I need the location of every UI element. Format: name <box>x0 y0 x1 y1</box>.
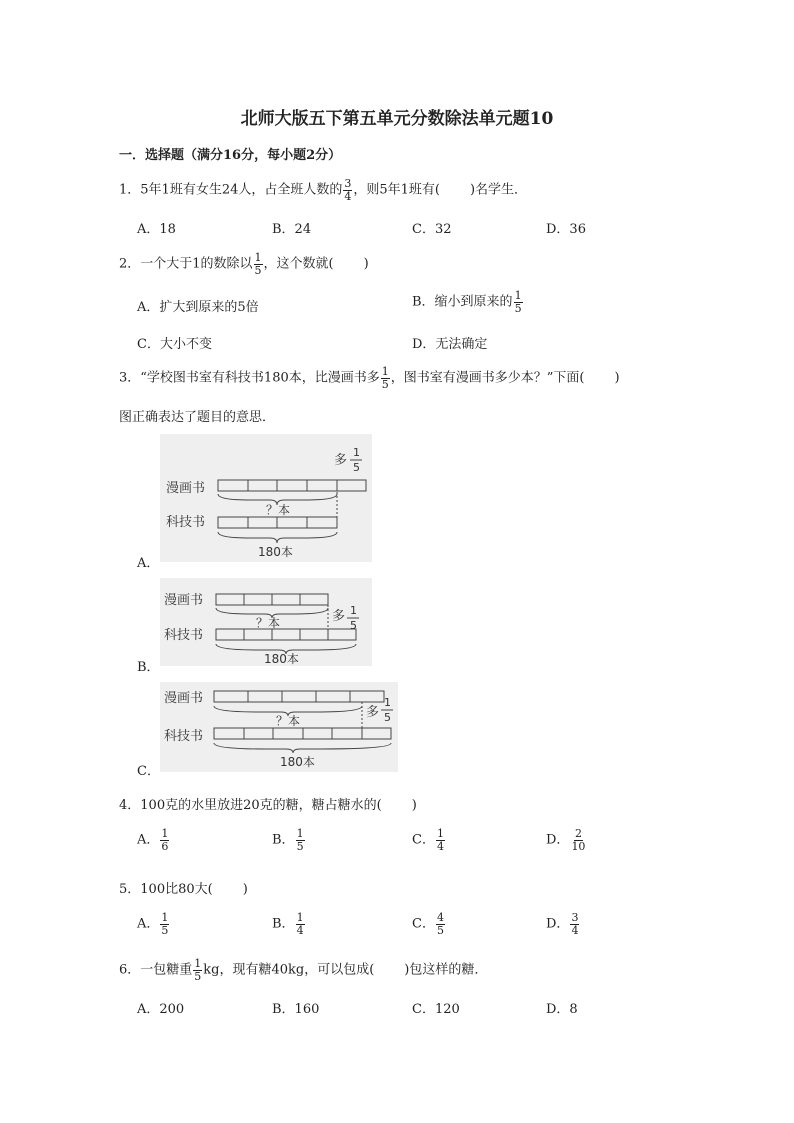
diagram-a-more: 多 <box>334 453 348 468</box>
diagram-b-more: 多 <box>332 609 346 624</box>
diagram-a-total: 180本 <box>258 545 293 559</box>
q3-option-c[interactable]: C． <box>137 764 160 779</box>
q1-option-c[interactable]: C．32 <box>412 222 452 237</box>
diagram-c-total: 180本 <box>280 755 315 769</box>
diagram-b-comic-label: 漫画书 <box>164 593 204 608</box>
q3-diagram-c <box>160 682 398 772</box>
q5-option-b[interactable]: B． $\frac{1}{4}$ <box>272 911 304 937</box>
question-1 <box>119 178 527 202</box>
diagram-b-total: 180本 <box>264 652 299 666</box>
diagram-b-question: ？本 <box>256 616 281 630</box>
question-3 <box>119 366 620 390</box>
q6-option-a[interactable]: A．200 <box>137 1002 185 1017</box>
diagram-c-question: ？本 <box>276 714 301 728</box>
section-heading: 一．选择题（满分16分，每小题2分） <box>119 148 342 163</box>
svg-text:5: 5 <box>353 461 360 474</box>
q3-option-a[interactable]: A． <box>137 556 160 571</box>
q1-option-d[interactable]: D．36 <box>546 222 586 237</box>
svg-text:1: 1 <box>350 604 357 617</box>
q1-fraction: $\frac{3}{4}$ <box>344 177 352 203</box>
q3-diagram-a <box>160 434 372 562</box>
q4-option-b[interactable]: B． $\frac{1}{5}$ <box>272 827 304 853</box>
svg-text:5: 5 <box>350 619 357 632</box>
q6-middle: kg，现有糖40kg，可以包成( <box>203 962 375 978</box>
q4-text: 4．100克的水里放进20克的糖，糖占糖水的( <box>119 798 382 813</box>
q3-line2: 图正确表达了题目的意思． <box>119 410 276 425</box>
question-2 <box>119 252 369 276</box>
q1-prefix: 1．5年1班有女生24人，占全班人数的 <box>119 182 343 198</box>
diagram-c-science-label: 科技书 <box>164 729 204 744</box>
q2-option-b[interactable]: B．缩小到原来的 $\frac{1}{5}$ <box>412 289 522 315</box>
diagram-c-more: 多 <box>366 705 380 720</box>
q4-suffix: ) <box>411 798 417 813</box>
q5-text: 5．100比80大( <box>119 882 213 897</box>
q1-suffix: )名学生． <box>469 182 528 198</box>
diagram-a-comic-label: 漫画书 <box>166 481 206 496</box>
q5-option-d[interactable]: D． $\frac{3}{4}$ <box>546 911 579 937</box>
diagram-a-question: ？本 <box>266 503 291 517</box>
page-title: 北师大版五下第五单元分数除法单元题10 <box>240 109 554 129</box>
q2-prefix: 2．一个大于1的数除以 <box>119 256 253 272</box>
q6-option-b[interactable]: B．160 <box>272 1002 320 1017</box>
q1-option-b[interactable]: B．24 <box>272 222 312 237</box>
svg-text:5: 5 <box>384 711 391 724</box>
q3-fraction: $\frac{1}{5}$ <box>381 365 389 391</box>
diagram-a-science-label: 科技书 <box>166 515 206 530</box>
diagram-b-science-label: 科技书 <box>164 628 204 643</box>
q3-option-b[interactable]: B． <box>137 660 160 675</box>
question-4 <box>119 794 417 813</box>
q6-prefix: 6．一包糖重 <box>119 962 193 978</box>
q3-middle: ，图书室有漫画书多少本？”下面( <box>390 370 585 386</box>
q4-option-a[interactable]: A． $\frac{1}{6}$ <box>137 827 169 853</box>
q2-b-fraction: $\frac{1}{5}$ <box>514 289 522 315</box>
q5-suffix: ) <box>242 882 248 897</box>
q2-suffix: ) <box>363 256 369 272</box>
q6-option-c[interactable]: C．120 <box>412 1002 460 1017</box>
svg-text:1: 1 <box>353 446 360 459</box>
svg-text:1: 1 <box>384 696 391 709</box>
q2-middle: ，这个数就( <box>263 256 334 272</box>
q6-fraction: $\frac{1}{5}$ <box>194 957 202 983</box>
q1-option-a[interactable]: A．18 <box>137 222 176 237</box>
question-5 <box>119 878 248 897</box>
question-6 <box>119 958 487 982</box>
q4-option-d[interactable]: D． $\frac{2}{10}$ <box>546 827 586 853</box>
q5-option-c[interactable]: C． $\frac{4}{5}$ <box>412 911 444 937</box>
q4-option-c[interactable]: C． $\frac{1}{4}$ <box>412 827 444 853</box>
q3-suffix: ) <box>614 370 620 386</box>
q2-option-a[interactable]: A．扩大到原来的5倍 <box>137 300 259 315</box>
q2-option-c[interactable]: C．大小不变 <box>137 337 212 352</box>
q3-prefix: 3．“学校图书室有科技书180本，比漫画书多 <box>119 370 380 386</box>
q2-fraction: $\frac{1}{5}$ <box>254 251 262 277</box>
diagram-c-comic-label: 漫画书 <box>164 691 204 706</box>
q1-middle: ，则5年1班有( <box>353 182 440 198</box>
q3-diagram-b <box>160 578 372 666</box>
q6-option-d[interactable]: D．8 <box>546 1002 578 1017</box>
q5-option-a[interactable]: A． $\frac{1}{5}$ <box>137 911 169 937</box>
q6-suffix: )包这样的糖． <box>404 962 488 978</box>
q2-option-d[interactable]: D．无法确定 <box>412 337 488 352</box>
